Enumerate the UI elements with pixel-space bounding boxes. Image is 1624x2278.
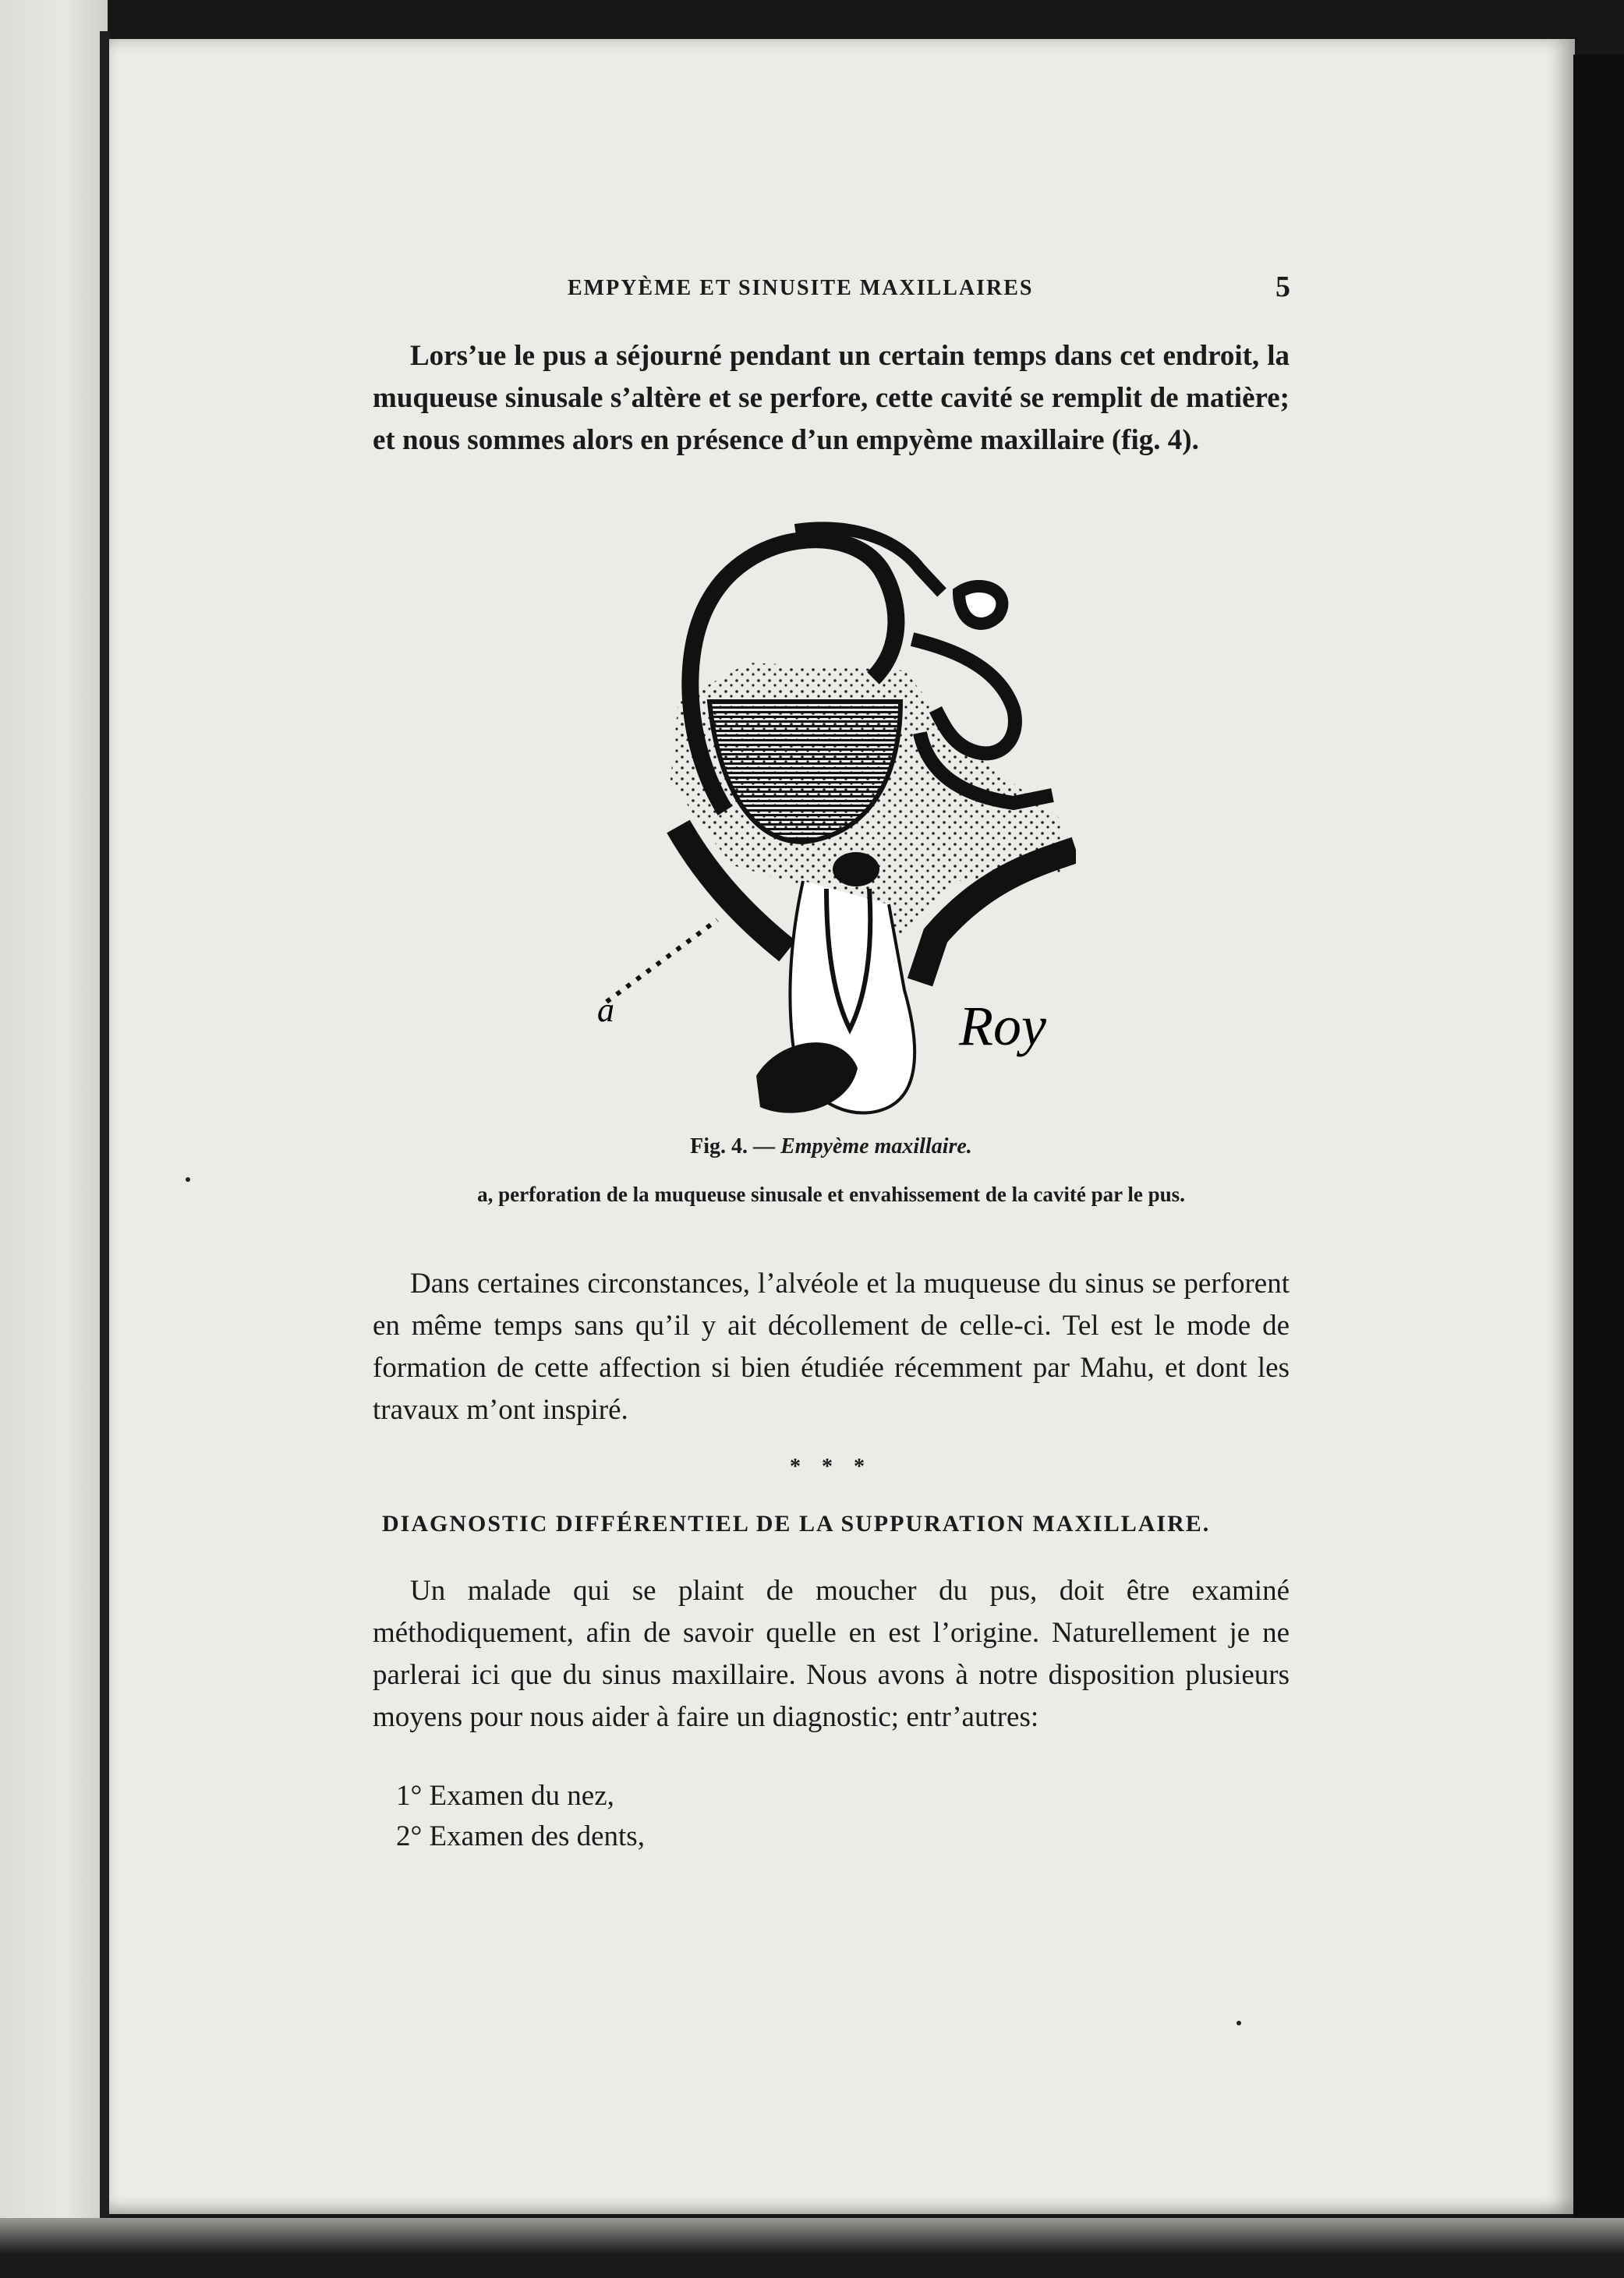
scan-speck: [1237, 2021, 1241, 2025]
signature: Roy: [959, 995, 1046, 1057]
page-number: 5: [1275, 271, 1290, 303]
left-page-edge: [0, 0, 108, 2278]
bottom-scan-border: [0, 2218, 1624, 2278]
figure-caption-label: Fig. 4. —: [690, 1134, 776, 1158]
list-item-2: 2° Examen des dents,: [396, 1820, 645, 1852]
paragraph-2: Dans certaines circonstances, l’alvéole et la muqueuse du sinus se perforent en même temps sans qu’il y ait décollement de celle-ci. Tel est le mode de formation de cette affection si bien étudiée récemment par Mahu, et dont les travaux m’ont inspiré.: [373, 1268, 1290, 1426]
running-header: EMPYÈME ET SINUSITE MAXILLAIRES: [568, 276, 1034, 300]
section-separator: * * *: [790, 1455, 872, 1479]
scan-speck: [186, 1177, 190, 1182]
figure-caption-name: Empyème maxillaire.: [780, 1134, 972, 1158]
perforation: [833, 852, 879, 886]
figure-caption-text: a, perforation de la muqueuse sinusale et envahissement de la cavité par le pus.: [477, 1183, 1185, 1206]
leader-line: [607, 920, 717, 1002]
paragraph-1: Lors’ue le pus a séjourné pendant un certain temps dans cet endroit, la muqueuse sinusale s’altère et se perfore, cette cavité se remplit de matière; et nous sommes alors en présence d’un empyème maxillaire (fig. 4).: [373, 340, 1290, 456]
figure-caption-title: [373, 1134, 1290, 1159]
label-a: a: [597, 991, 614, 1029]
right-scan-border: [1573, 55, 1624, 2278]
section-heading: DIAGNOSTIC DIFFÉRENTIEL DE LA SUPPURATION MAXILLAIRE.: [382, 1511, 1211, 1537]
turbinate-upper: [959, 586, 1002, 624]
list-item-1: 1° Examen du nez,: [396, 1780, 614, 1812]
figure-4-illustration: [593, 515, 1076, 1130]
paragraph-3: Un malade qui se plaint de moucher du pus, doit être examiné méthodiquement, afin de savoir quelle en est l’origine. Naturellement je ne parlerai ici que du sinus maxillaire. Nous avons à notre disposition plusieurs moyens pour nous aider à faire un diagnostic; entr’autres:: [373, 1575, 1290, 1733]
